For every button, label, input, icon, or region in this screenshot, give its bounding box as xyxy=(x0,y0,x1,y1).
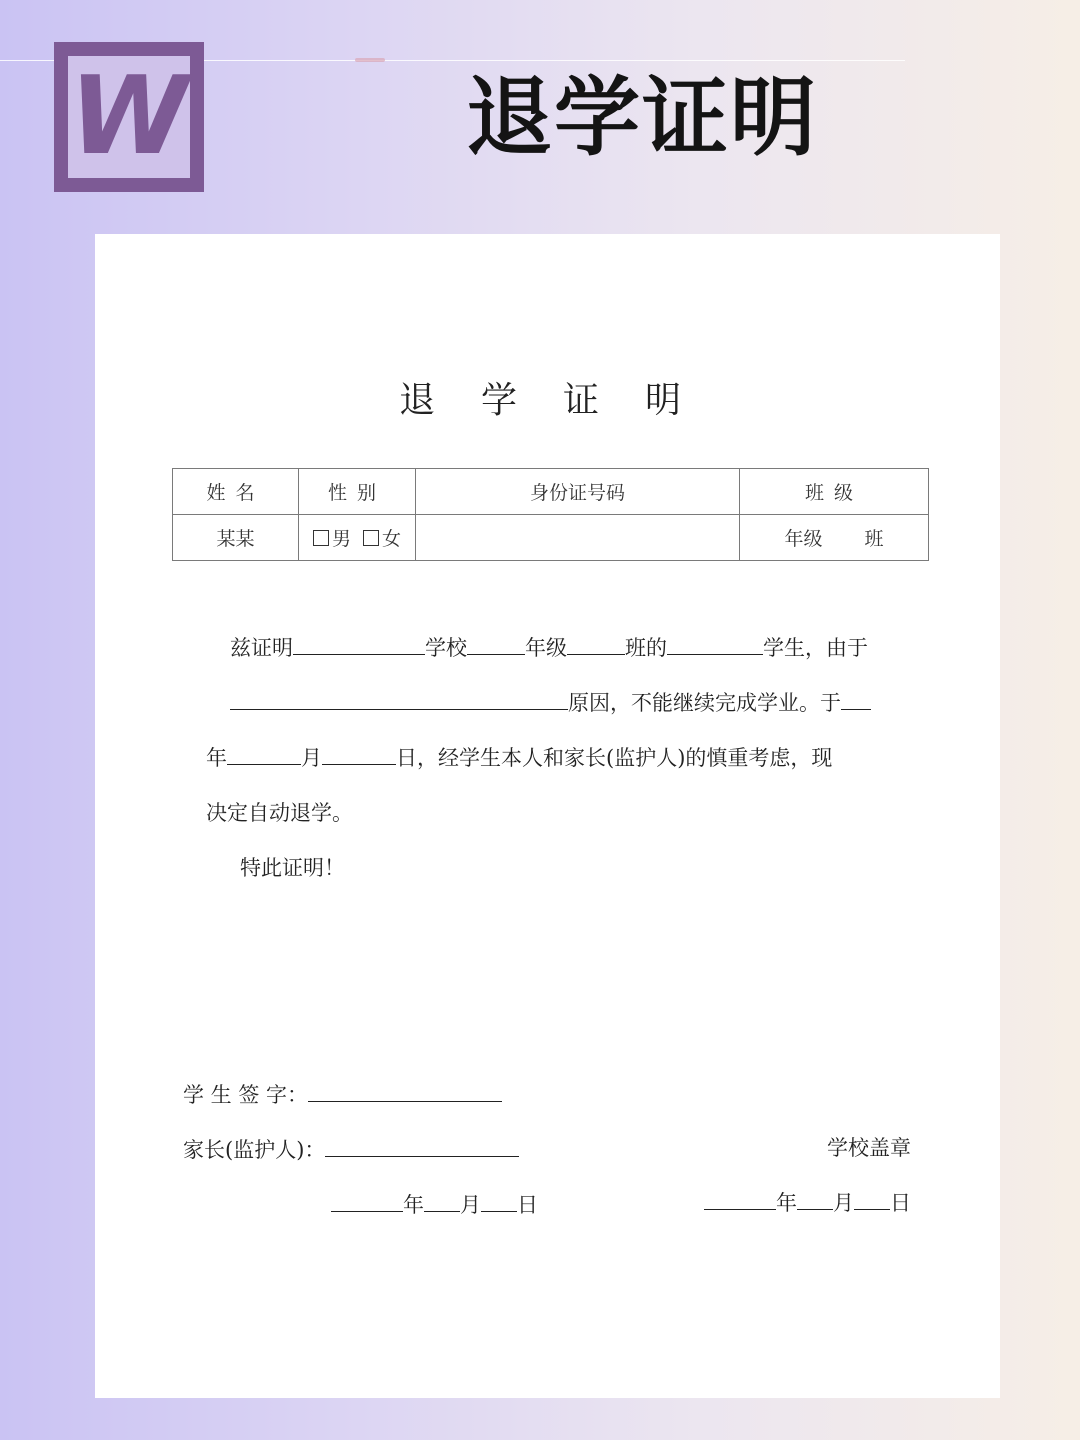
document-title: 退学证明 xyxy=(398,380,727,421)
class-label: 班 xyxy=(864,528,884,550)
body-line-3 xyxy=(206,735,926,790)
female-label: 女 xyxy=(382,528,402,550)
student-date-month-label: 月 xyxy=(460,1193,481,1217)
school-date-year-field[interactable] xyxy=(704,1189,776,1210)
blank-grade[interactable] xyxy=(467,630,525,655)
school-stamp-label: 学校盖章 xyxy=(827,1136,911,1160)
logo-letter: W xyxy=(69,54,189,179)
body-line-4: 决定自动退学。 xyxy=(206,801,353,825)
student-date-day-field[interactable] xyxy=(481,1191,517,1212)
student-signature-row xyxy=(183,1080,502,1110)
parent-signature-row xyxy=(183,1135,519,1165)
text-hereby-certify: 兹证明 xyxy=(230,636,293,660)
school-date-day-label: 日 xyxy=(890,1191,911,1215)
decorative-mark xyxy=(355,58,385,62)
parent-signature-label: 家长(监护人)： xyxy=(183,1138,326,1162)
student-signature-field[interactable] xyxy=(308,1081,502,1102)
text-month: 月 xyxy=(301,746,322,770)
blank-school[interactable] xyxy=(293,630,425,655)
blank-reason[interactable] xyxy=(230,685,568,710)
parent-signature-field[interactable] xyxy=(325,1136,519,1157)
student-signature-label: 学 生 签 字： xyxy=(183,1083,309,1107)
blank-year-prefix[interactable] xyxy=(841,685,871,710)
word-logo-icon xyxy=(54,42,204,192)
header-class: 班级 xyxy=(740,469,929,515)
text-student-due-to: 学生，由于 xyxy=(763,636,868,660)
female-checkbox[interactable] xyxy=(363,530,379,546)
text-school: 学校 xyxy=(425,636,467,660)
header-name: 姓名 xyxy=(173,469,299,515)
cell-grade-class[interactable] xyxy=(740,515,929,561)
student-date-year-field[interactable] xyxy=(331,1191,403,1212)
cell-gender xyxy=(299,515,416,561)
school-date-year-label: 年 xyxy=(776,1191,797,1215)
school-date-month-label: 月 xyxy=(833,1191,854,1215)
school-date-row xyxy=(704,1188,911,1218)
body-line-5 xyxy=(206,845,926,900)
blank-day[interactable] xyxy=(322,740,396,765)
text-consideration: 日，经学生本人和家长(监护人)的慎重考虑，现 xyxy=(396,746,833,770)
student-date-row xyxy=(331,1190,538,1220)
text-year: 年 xyxy=(206,746,227,770)
body-line-2 xyxy=(206,680,926,735)
table-row xyxy=(173,515,929,561)
school-date-day-field[interactable] xyxy=(854,1189,890,1210)
body-line-1 xyxy=(206,625,926,680)
student-date-year-label: 年 xyxy=(403,1193,424,1217)
cell-id-number[interactable] xyxy=(416,515,740,561)
school-date-month-field[interactable] xyxy=(797,1189,833,1210)
text-reason: 原因，不能继续完成学业。于 xyxy=(568,691,841,715)
header-gender: 性别 xyxy=(299,469,416,515)
certificate-body xyxy=(206,625,926,900)
text-hereby-proven: 特此证明！ xyxy=(240,856,345,880)
student-date-month-field[interactable] xyxy=(424,1191,460,1212)
table-header-row xyxy=(173,469,929,515)
banner-title: 退学证明 xyxy=(466,68,818,168)
blank-student-name[interactable] xyxy=(667,630,763,655)
male-label: 男 xyxy=(331,528,351,550)
text-class-of: 班的 xyxy=(625,636,667,660)
student-info-table xyxy=(172,468,929,561)
text-grade: 年级 xyxy=(525,636,567,660)
blank-month[interactable] xyxy=(227,740,301,765)
grade-label: 年级 xyxy=(784,528,823,550)
header-id-number: 身份证号码 xyxy=(416,469,740,515)
male-checkbox[interactable] xyxy=(313,530,329,546)
blank-class[interactable] xyxy=(567,630,625,655)
student-date-day-label: 日 xyxy=(517,1193,538,1217)
cell-name[interactable]: 某某 xyxy=(173,515,299,561)
